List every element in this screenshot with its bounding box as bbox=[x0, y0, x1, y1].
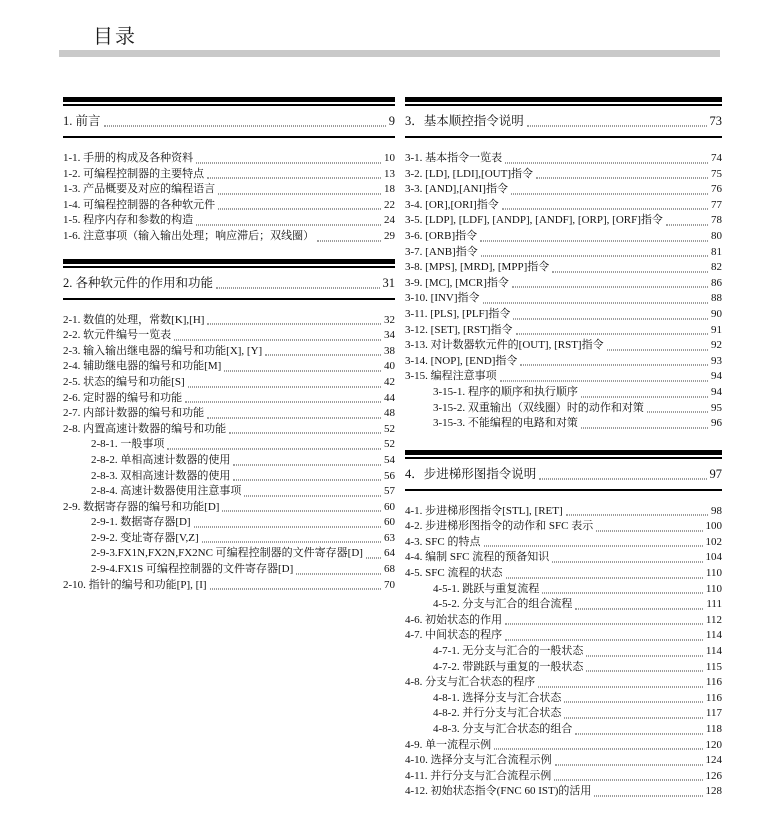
dot-leader bbox=[566, 515, 708, 516]
toc-entry[interactable] bbox=[405, 550, 722, 566]
left-column bbox=[63, 97, 395, 814]
dot-leader bbox=[555, 764, 703, 765]
section-divider-rule bbox=[63, 136, 395, 138]
toc-entry[interactable] bbox=[63, 213, 395, 229]
toc-entry-label: 1-6. 注意事项（输入输出处理；响应滞后；双线圈） bbox=[63, 229, 315, 242]
toc-entry[interactable] bbox=[63, 359, 395, 375]
toc-entry[interactable] bbox=[405, 291, 722, 307]
toc-entry-label: 4-3. SFC 的特点 bbox=[405, 535, 481, 548]
toc-entry-page: 111 bbox=[706, 598, 722, 611]
toc-entry[interactable] bbox=[405, 260, 722, 276]
page-title: 目录 bbox=[93, 26, 137, 48]
toc-entry-label: 4-6. 初始状态的作用 bbox=[405, 613, 503, 626]
toc-entry[interactable] bbox=[63, 546, 395, 562]
dot-leader bbox=[494, 749, 702, 750]
toc-entry-page: 116 bbox=[705, 691, 722, 704]
section-title-label: 3．基本顺控指令说明 bbox=[405, 114, 524, 128]
toc-entry-label: 2-2. 软元件编号一览表 bbox=[63, 329, 172, 342]
right-column bbox=[405, 97, 722, 814]
dot-leader bbox=[188, 386, 381, 387]
dot-leader bbox=[104, 126, 386, 127]
dot-leader bbox=[581, 396, 708, 397]
dot-leader bbox=[594, 795, 702, 796]
toc-entry-page: 90 bbox=[711, 307, 722, 320]
dot-leader bbox=[512, 287, 708, 288]
dot-leader bbox=[539, 478, 706, 479]
section-title-row[interactable] bbox=[405, 466, 722, 483]
toc-entry-label: 2-9. 数据寄存器的编号和功能[D] bbox=[63, 500, 220, 513]
toc-entry-page: 68 bbox=[384, 563, 395, 576]
toc-entry-page: 102 bbox=[705, 535, 722, 548]
toc-entry-page: 22 bbox=[384, 198, 395, 211]
toc-entry-label: 3-7. [ANB]指令 bbox=[405, 245, 478, 258]
toc-entry-page: 18 bbox=[384, 183, 395, 196]
toc-entry-label: 4-2. 步进梯形图指令的动作和 SFC 表示 bbox=[405, 520, 594, 533]
dot-leader bbox=[666, 224, 708, 225]
toc-entry[interactable] bbox=[405, 416, 722, 432]
toc-entry[interactable] bbox=[405, 276, 722, 292]
toc-entry-label: 1-2. 可编程控制器的主要特点 bbox=[63, 167, 205, 180]
toc-entry-page: 94 bbox=[711, 385, 722, 398]
toc-entry[interactable] bbox=[405, 738, 722, 754]
dot-leader bbox=[505, 640, 703, 641]
toc-entry-label: 2-4. 辅助继电器的编号和功能[M] bbox=[63, 360, 222, 373]
dot-leader bbox=[575, 733, 703, 734]
dot-leader bbox=[483, 302, 708, 303]
toc-entry-page: 48 bbox=[384, 407, 395, 420]
dot-leader bbox=[538, 686, 703, 687]
dot-leader bbox=[581, 427, 708, 428]
dot-leader bbox=[505, 162, 708, 163]
toc-entry[interactable] bbox=[405, 566, 722, 582]
toc-entry-page: 124 bbox=[705, 754, 722, 767]
toc-entry-label: 3-2. [LD], [LDI],[OUT]指令 bbox=[405, 167, 533, 180]
toc-entry-label: 3-15-2. 双重输出（双线圈）时的动作和对策 bbox=[433, 401, 644, 414]
toc-entry-label: 4-12. 初始状态指令(FNC 60 IST)的活用 bbox=[405, 785, 592, 798]
section-divider-rule bbox=[405, 489, 722, 491]
dot-leader bbox=[224, 370, 381, 371]
toc-entry-page: 10 bbox=[384, 152, 395, 164]
toc-entry-label: 3-9. [MC], [MCR]指令 bbox=[405, 276, 509, 289]
dot-leader bbox=[196, 224, 381, 225]
toc-entry[interactable] bbox=[405, 229, 722, 245]
toc-entry[interactable] bbox=[405, 753, 722, 769]
toc-entry[interactable] bbox=[405, 784, 722, 800]
toc-entry[interactable] bbox=[405, 182, 722, 198]
dot-leader bbox=[218, 209, 381, 210]
toc-entry-page: 126 bbox=[705, 769, 722, 782]
toc-entry-label: 3-15-3. 不能编程的电路和对策 bbox=[433, 417, 578, 430]
toc-entry-page: 91 bbox=[711, 323, 722, 336]
toc-entry-label: 2-8-2. 单相高速计数器的使用 bbox=[91, 453, 231, 466]
section-entries bbox=[405, 504, 722, 800]
toc-entry[interactable] bbox=[405, 519, 722, 535]
dot-leader bbox=[564, 718, 703, 719]
toc-entry[interactable] bbox=[63, 375, 395, 391]
toc-entry[interactable] bbox=[405, 769, 722, 785]
toc-entry-label: 2-5. 状态的编号和功能[S] bbox=[63, 375, 185, 388]
dot-leader bbox=[229, 433, 381, 434]
toc-entry[interactable] bbox=[405, 706, 722, 722]
toc-entry-label: 3-14. [NOP], [END]指令 bbox=[405, 354, 518, 367]
dot-leader bbox=[527, 126, 707, 127]
toc-entry-page: 64 bbox=[384, 547, 395, 560]
toc-entry-label: 1-5. 程序内存和参数的构造 bbox=[63, 214, 194, 227]
toc-entry-page: 86 bbox=[711, 276, 722, 289]
toc-entry[interactable] bbox=[63, 422, 395, 438]
toc-entry-label: 4-7-2. 带跳跃与重复的一般状态 bbox=[433, 660, 584, 673]
toc-entry-label: 4-11. 并行分支与汇合流程示例 bbox=[405, 769, 552, 782]
section-title-row[interactable] bbox=[63, 113, 395, 130]
dot-leader bbox=[554, 780, 702, 781]
section-entries bbox=[405, 151, 722, 432]
toc-entry-label: 3-13. 对计数器软元件的[OUT], [RST]指令 bbox=[405, 339, 604, 352]
toc-entry-page: 77 bbox=[711, 198, 722, 211]
toc-entry-page: 116 bbox=[705, 676, 722, 689]
toc-entry[interactable] bbox=[405, 504, 722, 520]
dot-leader bbox=[607, 349, 708, 350]
section-top-rule bbox=[405, 97, 722, 106]
toc-entry-label: 2-8-3. 双相高速计数器的使用 bbox=[91, 469, 231, 482]
toc-entry[interactable] bbox=[63, 344, 395, 360]
toc-entry-page: 60 bbox=[384, 500, 395, 513]
toc-entry-page: 60 bbox=[384, 516, 395, 529]
dot-leader bbox=[194, 526, 381, 527]
toc-entry-page: 52 bbox=[384, 438, 395, 451]
toc-entry-page: 56 bbox=[384, 469, 395, 482]
toc-entry[interactable] bbox=[405, 307, 722, 323]
toc-entry[interactable] bbox=[405, 628, 722, 644]
dot-leader bbox=[218, 193, 381, 194]
toc-entry[interactable] bbox=[63, 453, 395, 469]
dot-leader bbox=[317, 240, 381, 241]
section-entries bbox=[63, 313, 395, 594]
dot-leader bbox=[196, 162, 381, 163]
toc-entry-page: 78 bbox=[711, 214, 722, 227]
toc-entry-page: 52 bbox=[384, 422, 395, 435]
section-divider-rule bbox=[63, 298, 395, 300]
toc-entry-label: 2-9-4.FX1S 可编程控制器的文件寄存器[D] bbox=[91, 563, 294, 576]
dot-leader bbox=[210, 589, 381, 590]
toc-entry[interactable] bbox=[405, 722, 722, 738]
toc-entry[interactable] bbox=[405, 613, 722, 629]
toc-entry-label: 4-10. 选择分支与汇合流程示例 bbox=[405, 754, 552, 767]
toc-entry-label: 4-8. 分支与汇合状态的程序 bbox=[405, 676, 536, 689]
toc-entry-label: 4-7. 中间状态的程序 bbox=[405, 629, 503, 642]
toc-entry-page: 110 bbox=[705, 582, 722, 595]
toc-entry-page: 115 bbox=[705, 660, 722, 673]
dot-leader bbox=[265, 355, 381, 356]
toc-entry-page: 100 bbox=[705, 520, 722, 533]
toc-entry-label: 3-4. [OR],[ORI]指令 bbox=[405, 198, 499, 211]
dot-leader bbox=[222, 511, 381, 512]
section-page-number: 73 bbox=[709, 114, 722, 128]
toc-entry[interactable] bbox=[63, 182, 395, 198]
toc-entry-label: 2-8-1. 一般事项 bbox=[91, 438, 165, 451]
section-entries bbox=[63, 151, 395, 245]
toc-entry-label: 4-7-1. 无分支与汇合的一般状态 bbox=[433, 645, 584, 658]
dot-leader bbox=[516, 334, 708, 335]
dot-leader bbox=[185, 402, 381, 403]
toc-entry-page: 82 bbox=[711, 261, 722, 274]
toc-section bbox=[405, 450, 722, 800]
section-page-number: 97 bbox=[709, 466, 722, 481]
toc-entry[interactable] bbox=[63, 531, 395, 547]
toc-entry-page: 110 bbox=[705, 567, 722, 580]
section-top-rule bbox=[63, 259, 395, 268]
toc-entry[interactable] bbox=[405, 167, 722, 183]
toc-entry[interactable] bbox=[63, 198, 395, 214]
toc-entry-page: 34 bbox=[384, 329, 395, 342]
toc-section bbox=[63, 97, 395, 245]
toc-entry-page: 75 bbox=[711, 167, 722, 180]
toc-entry[interactable] bbox=[405, 354, 722, 370]
section-top-rule bbox=[63, 97, 395, 106]
toc-entry-label: 3-3. [AND],[ANI]指令 bbox=[405, 183, 508, 196]
toc-entry[interactable] bbox=[405, 323, 722, 339]
toc-entry-page: 81 bbox=[711, 245, 722, 258]
toc-entry-label: 1-4. 可编程控制器的各种软元件 bbox=[63, 198, 216, 211]
dot-leader bbox=[207, 417, 381, 418]
dot-leader bbox=[233, 464, 381, 465]
toc-entry-label: 2-7. 内部计数器的编号和功能 bbox=[63, 407, 205, 420]
toc-entry-page: 76 bbox=[711, 183, 722, 196]
toc-entry-page: 104 bbox=[705, 551, 722, 564]
toc-entry-page: 44 bbox=[384, 391, 395, 404]
toc-entry[interactable] bbox=[405, 582, 722, 598]
toc-entry-label: 4-5-1. 跳跃与重复流程 bbox=[433, 582, 540, 595]
section-title-row[interactable] bbox=[405, 113, 722, 130]
toc-entry-label: 4-9. 单一流程示例 bbox=[405, 738, 492, 751]
toc-entry-label: 1-1. 手册的构成及各种资料 bbox=[63, 152, 194, 164]
toc-entry[interactable] bbox=[405, 338, 722, 354]
dot-leader bbox=[505, 624, 703, 625]
toc-entry-label: 2-9-3.FX1N,FX2N,FX2NC 可编程控制器的文件寄存器[D] bbox=[91, 547, 363, 560]
dot-leader bbox=[542, 593, 703, 594]
dot-leader bbox=[216, 287, 379, 288]
dot-leader bbox=[575, 608, 703, 609]
toc-entry-label: 3-5. [LDP], [LDF], [ANDP], [ANDF], [ORP], [ORF]指令 bbox=[405, 214, 663, 227]
toc-entry[interactable] bbox=[405, 675, 722, 691]
title-underline-bar bbox=[59, 50, 720, 57]
toc-entry-label: 1-3. 产品概要及对应的编程语言 bbox=[63, 183, 216, 196]
toc-entry[interactable] bbox=[63, 229, 395, 245]
section-title-row[interactable] bbox=[63, 275, 395, 292]
toc-entry[interactable] bbox=[63, 515, 395, 531]
toc-entry[interactable] bbox=[405, 660, 722, 676]
toc-section bbox=[405, 97, 722, 432]
section-divider-rule bbox=[405, 136, 722, 138]
toc-entry[interactable] bbox=[405, 644, 722, 660]
toc-entry-page: 117 bbox=[705, 707, 722, 720]
toc-entry-page: 38 bbox=[384, 344, 395, 357]
section-top-rule bbox=[405, 450, 722, 459]
toc-entry-label: 3-8. [MPS], [MRD], [MPP]指令 bbox=[405, 261, 550, 274]
toc-entry-page: 80 bbox=[711, 229, 722, 242]
section-title-label: 4．步进梯形图指令说明 bbox=[405, 466, 537, 481]
toc-entry-label: 4-4. 编制 SFC 流程的预备知识 bbox=[405, 551, 550, 564]
toc-entry-label: 4-8-3. 分支与汇合状态的组合 bbox=[433, 723, 573, 735]
toc-entry-page: 112 bbox=[705, 613, 722, 626]
dot-leader bbox=[500, 380, 708, 381]
toc-entry[interactable] bbox=[63, 578, 395, 594]
toc-entry[interactable] bbox=[405, 535, 722, 551]
toc-entry-page: 92 bbox=[711, 339, 722, 352]
toc-entry-label: 2-10. 指针的编号和功能[P], [I] bbox=[63, 578, 207, 591]
toc-entry-label: 3-15-1. 程序的顺序和执行顺序 bbox=[433, 385, 578, 398]
toc-entry[interactable] bbox=[405, 401, 722, 417]
toc-entry-page: 128 bbox=[705, 785, 722, 798]
dot-leader bbox=[207, 324, 381, 325]
toc-entry-label: 2-6. 定时器的编号和功能 bbox=[63, 391, 183, 404]
dot-leader bbox=[296, 573, 381, 574]
toc-entry-label: 4-1. 步进梯形图指令[STL], [RET] bbox=[405, 504, 563, 517]
toc-entry-page: 88 bbox=[711, 292, 722, 305]
toc-entry[interactable] bbox=[63, 500, 395, 516]
toc-entry-page: 54 bbox=[384, 453, 395, 466]
toc-entry-label: 4-8-1. 选择分支与汇合状态 bbox=[433, 691, 562, 704]
toc-entry[interactable] bbox=[63, 469, 395, 485]
dot-leader bbox=[502, 209, 708, 210]
dot-leader bbox=[167, 448, 381, 449]
toc-columns bbox=[63, 97, 722, 814]
toc-entry[interactable] bbox=[405, 369, 722, 385]
section-title-label: 1. 前言 bbox=[63, 114, 101, 128]
toc-entry-page: 93 bbox=[711, 354, 722, 367]
toc-entry[interactable] bbox=[405, 245, 722, 261]
dot-leader bbox=[202, 542, 381, 543]
toc-entry-page: 42 bbox=[384, 375, 395, 388]
toc-entry-label: 2-1. 数值的处理，常数[K],[H] bbox=[63, 313, 205, 326]
toc-entry[interactable] bbox=[63, 391, 395, 407]
dot-leader bbox=[207, 178, 381, 179]
toc-entry-label: 4-8-2. 并行分支与汇合状态 bbox=[433, 707, 562, 720]
dot-leader bbox=[366, 558, 381, 559]
toc-entry-label: 3-1. 基本指令一览表 bbox=[405, 152, 503, 164]
toc-entry[interactable] bbox=[63, 406, 395, 422]
toc-entry[interactable] bbox=[405, 151, 722, 167]
toc-entry-page: 29 bbox=[384, 229, 395, 242]
toc-entry-page: 120 bbox=[705, 738, 722, 751]
toc-entry-page: 95 bbox=[711, 401, 722, 414]
dot-leader bbox=[480, 240, 708, 241]
dot-leader bbox=[552, 562, 702, 563]
dot-leader bbox=[506, 577, 703, 578]
dot-leader bbox=[513, 318, 708, 319]
toc-entry[interactable] bbox=[405, 213, 722, 229]
dot-leader bbox=[511, 193, 708, 194]
toc-entry-label: 2-8. 内置高速计数器的编号和功能 bbox=[63, 422, 227, 435]
toc-entry[interactable] bbox=[63, 484, 395, 500]
toc-entry-page: 98 bbox=[711, 504, 722, 517]
toc-entry-page: 70 bbox=[384, 578, 395, 591]
dot-leader bbox=[564, 702, 703, 703]
section-page-number: 9 bbox=[388, 114, 395, 128]
toc-entry-page: 63 bbox=[384, 531, 395, 544]
toc-entry-label: 3-6. [ORB]指令 bbox=[405, 229, 478, 242]
dot-leader bbox=[484, 546, 703, 547]
dot-leader bbox=[536, 178, 708, 179]
dot-leader bbox=[520, 365, 708, 366]
toc-entry-label: 2-9-1. 数据寄存器[D] bbox=[91, 516, 191, 529]
dot-leader bbox=[481, 256, 708, 257]
toc-section bbox=[63, 259, 395, 594]
dot-leader bbox=[586, 671, 703, 672]
toc-entry-page: 94 bbox=[711, 370, 722, 383]
toc-entry[interactable] bbox=[63, 562, 395, 578]
toc-entry-label: 4-5. SFC 流程的状态 bbox=[405, 567, 503, 580]
dot-leader bbox=[174, 339, 381, 340]
toc-entry-label: 3-12. [SET], [RST]指令 bbox=[405, 323, 513, 336]
dot-leader bbox=[244, 495, 381, 496]
toc-entry-label: 3-11. [PLS], [PLF]指令 bbox=[405, 307, 511, 320]
toc-entry[interactable] bbox=[405, 198, 722, 214]
toc-entry-label: 2-8-4. 高速计数器使用注意事项 bbox=[91, 485, 242, 498]
dot-leader bbox=[552, 271, 708, 272]
toc-entry[interactable] bbox=[405, 691, 722, 707]
toc-entry[interactable] bbox=[63, 167, 395, 183]
toc-entry-page: 96 bbox=[711, 417, 722, 430]
toc-entry[interactable] bbox=[63, 313, 395, 329]
toc-entry-label: 2-9-2. 变址寄存器[V,Z] bbox=[91, 531, 199, 544]
toc-entry-label: 3-15. 编程注意事项 bbox=[405, 370, 497, 383]
toc-entry[interactable] bbox=[63, 437, 395, 453]
toc-entry-label: 3-10. [INV]指令 bbox=[405, 292, 480, 305]
toc-entry[interactable] bbox=[63, 151, 395, 167]
toc-entry-page: 118 bbox=[705, 723, 722, 735]
dot-leader bbox=[233, 480, 381, 481]
toc-entry-page: 57 bbox=[384, 485, 395, 498]
toc-entry-page: 114 bbox=[705, 645, 722, 658]
toc-entry-label: 2-3. 输入输出继电器的编号和功能[X], [Y] bbox=[63, 344, 263, 357]
section-page-number: 31 bbox=[382, 275, 395, 290]
toc-entry-page: 24 bbox=[384, 214, 395, 227]
toc-entry[interactable] bbox=[405, 385, 722, 401]
dot-leader bbox=[647, 412, 708, 413]
toc-entry-page: 40 bbox=[384, 360, 395, 373]
toc-entry[interactable] bbox=[63, 328, 395, 344]
toc-entry-page: 114 bbox=[705, 629, 722, 642]
toc-entry-label: 4-5-2. 分支与汇合的组合流程 bbox=[433, 598, 573, 611]
dot-leader bbox=[596, 530, 702, 531]
toc-entry-page: 32 bbox=[384, 313, 395, 326]
toc-entry[interactable] bbox=[405, 597, 722, 613]
toc-entry-page: 74 bbox=[711, 152, 722, 164]
section-title-label: 2. 各种软元件的作用和功能 bbox=[63, 275, 214, 290]
dot-leader bbox=[586, 655, 703, 656]
toc-entry-page: 13 bbox=[384, 167, 395, 180]
